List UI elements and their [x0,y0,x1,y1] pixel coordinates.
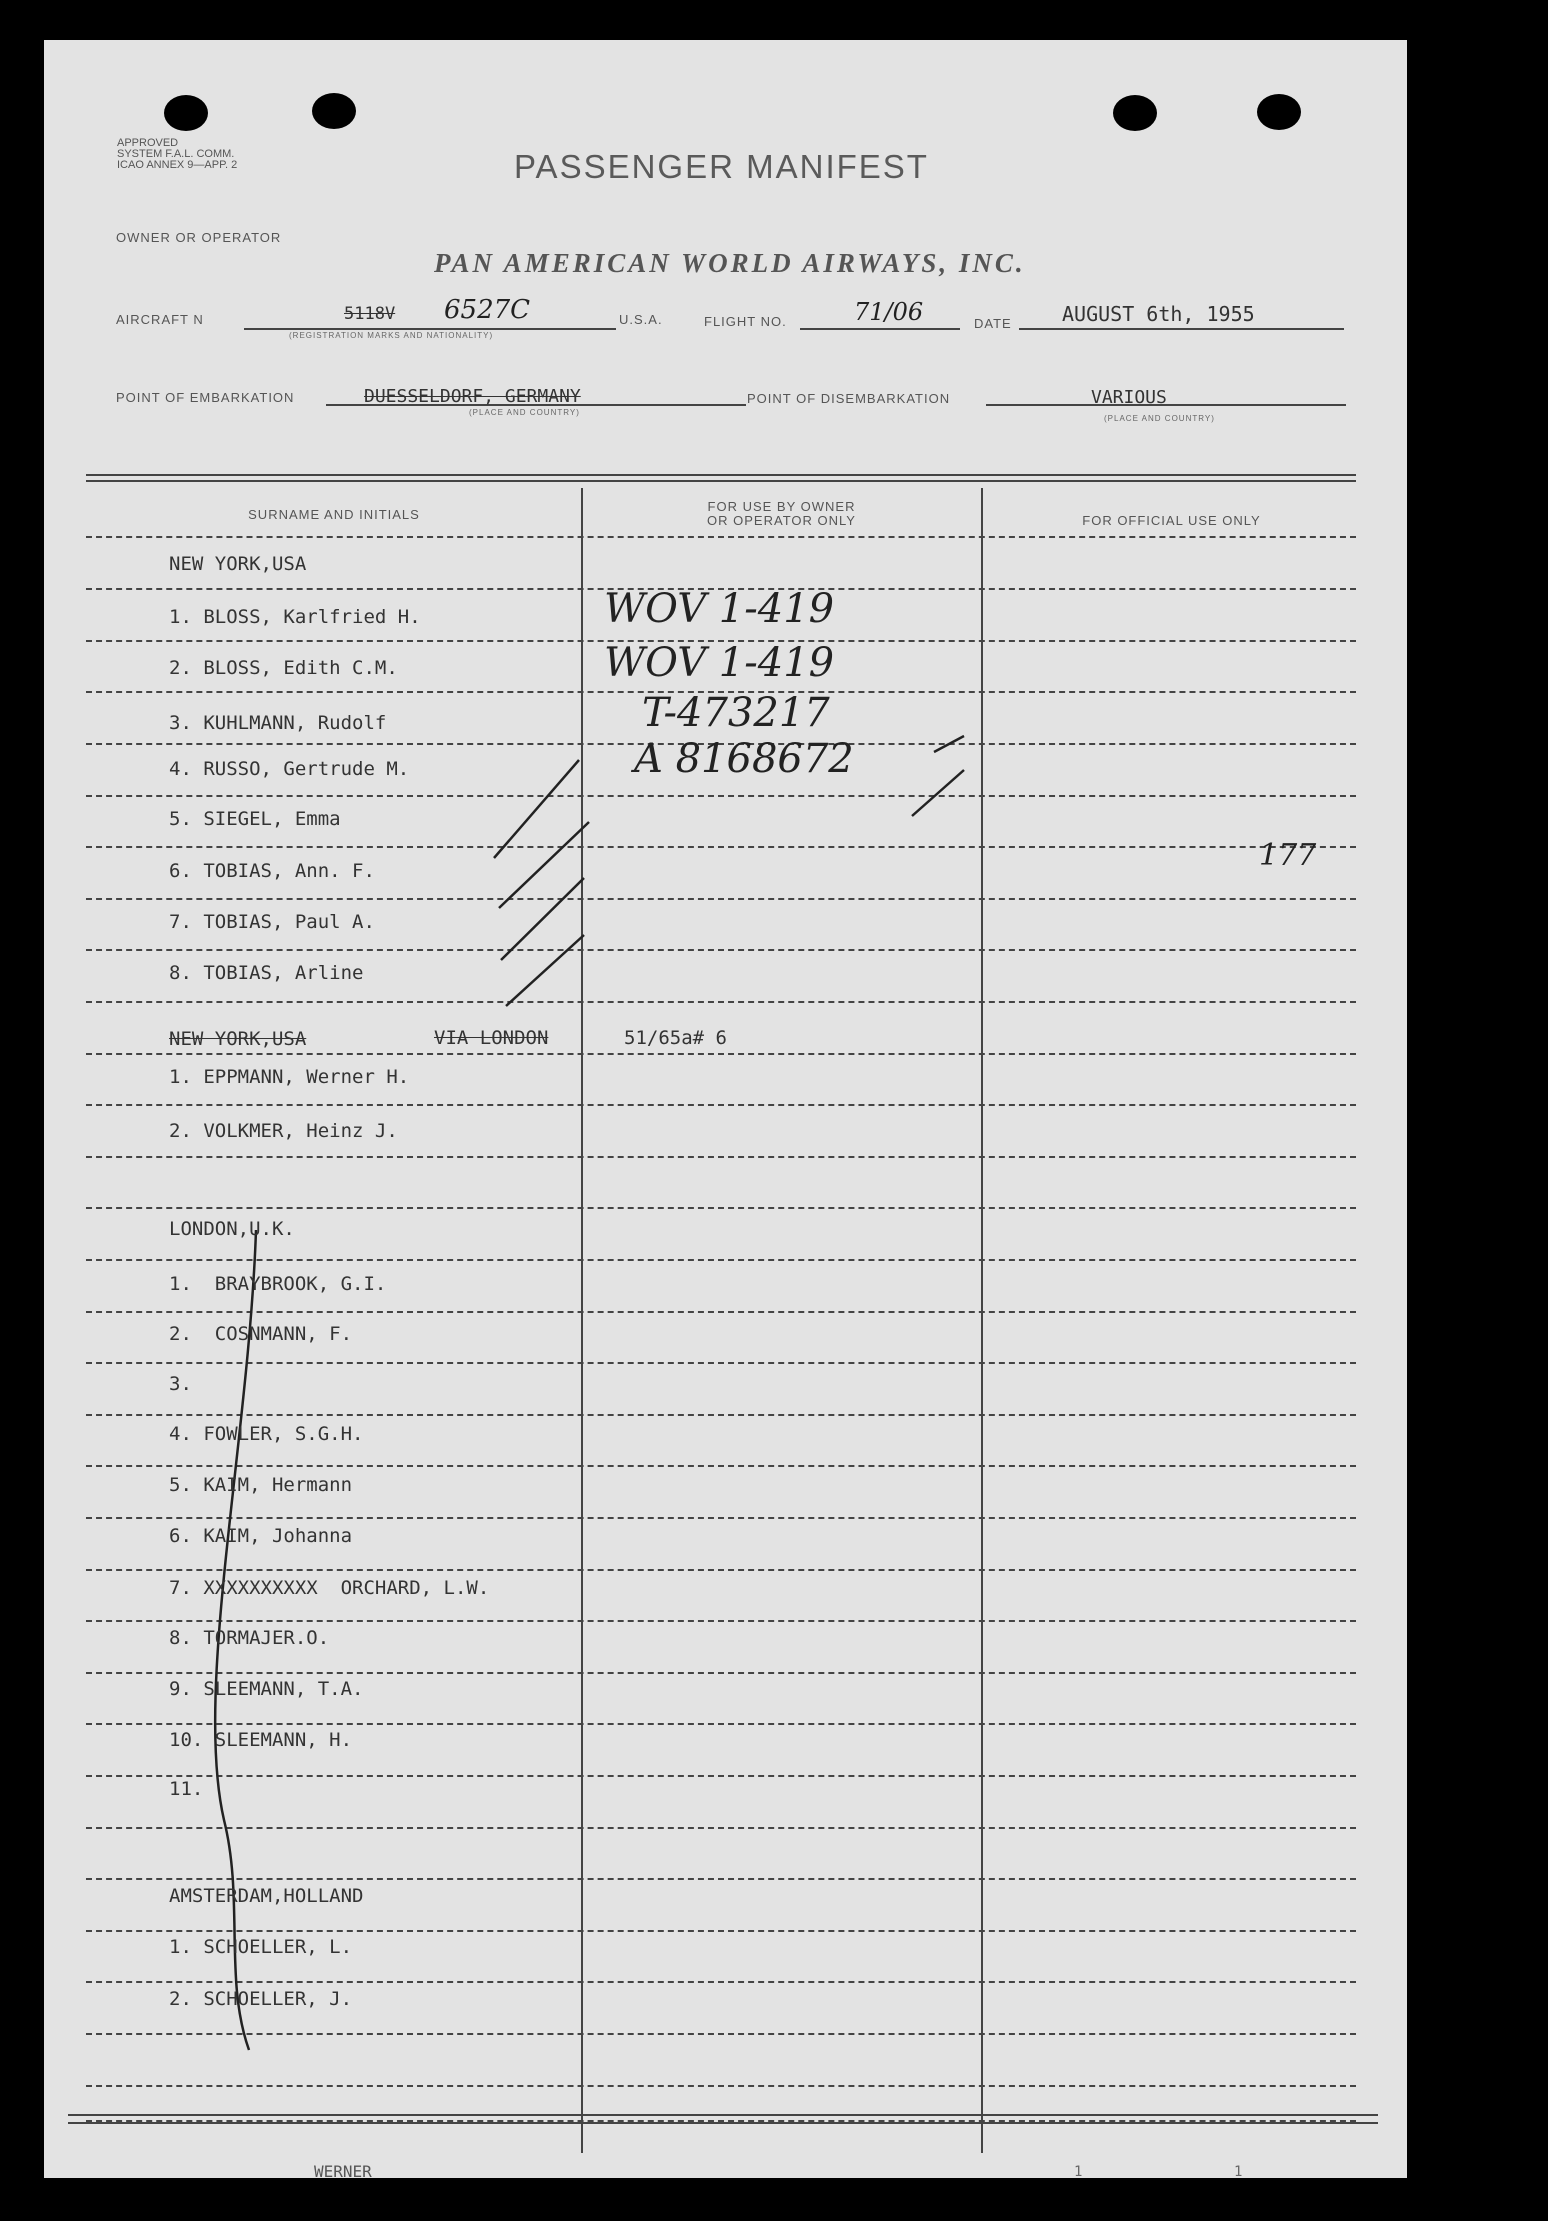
passenger-entry: 8. TOBIAS, Arline [169,962,364,984]
disembark-value: VARIOUS [1091,387,1167,408]
passenger-entry: 7. TOBIAS, Paul A. [169,911,375,933]
passenger-entry: 4. RUSSO, Gertrude M. [169,758,410,780]
passenger-entry: 3. KUHLMANN, Rudolf [169,712,387,734]
handwritten-code: WOV 1-419 [604,640,835,686]
handwritten-code: T-473217 [642,690,830,736]
aircraft-handwritten: 6527C [444,295,531,325]
destination-heading: NEW YORK,USA [169,1028,307,1050]
passenger-entry: 6. KAIM, Johanna [169,1525,353,1547]
passenger-entry: 2. VOLKMER, Heinz J. [169,1120,398,1142]
passenger-entry: 5. SIEGEL, Emma [169,808,341,830]
passenger-entry: 11. [169,1778,204,1800]
aircraft-typed: 5118V [344,304,396,324]
embark-value: DUESSELDORF, GERMANY [364,386,581,407]
passenger-entry: 6. TOBIAS, Ann. F. [169,860,375,882]
passenger-entry: 4. FOWLER, S.G.H. [169,1423,364,1445]
passenger-entry: 8. TORMAJER.O. [169,1627,330,1649]
check-mark [912,770,964,816]
handwritten-official-number: 177 [1259,838,1317,873]
check-mark [934,736,964,752]
column-header-official: FOR OFFICIAL USE ONLY [1082,513,1261,528]
owner-label: OWNER OR OPERATOR [116,230,282,245]
disembark-note: (PLACE AND COUNTRY) [1104,414,1215,423]
embark-label: POINT OF EMBARKATION [116,390,295,405]
check-mark [506,935,584,1006]
passenger-entry: 2. BLOSS, Edith C.M. [169,657,398,679]
passenger-entry: 1. SCHOELLER, L. [169,1936,353,1958]
passenger-entry: 1. BRAYBROOK, G.I. [169,1273,387,1295]
destination-heading: LONDON,U.K. [169,1218,295,1240]
passenger-entry: 5. KAIM, Hermann [169,1474,353,1496]
approval-note: APPROVED SYSTEM F.A.L. COMM. ICAO ANNEX 9—APP. 2 [117,137,238,171]
passenger-entry: 9. SLEEMANN, T.A. [169,1678,364,1700]
destination-heading: NEW YORK,USA [169,553,307,575]
column-header-owner: FOR USE BY OWNER OR OPERATOR ONLY [707,499,856,528]
aircraft-label: AIRCRAFT N [116,312,204,327]
passenger-entry: 2. SCHOELLER, J. [169,1988,353,2010]
passenger-entry: 3. [169,1373,192,1395]
check-marks [44,40,1407,2178]
footer-mark: 1 [1074,2164,1083,2180]
manifest-page [44,40,1407,2181]
nationality: U.S.A. [619,312,663,327]
owner-note: 51/65a# 6 [624,1027,727,1049]
passenger-entry: 7. XXXXXXXXXX ORCHARD, L.W. [169,1577,490,1599]
embark-note: (PLACE AND COUNTRY) [469,408,580,417]
footer-text: WERNER [314,2162,372,2181]
handwritten-code: WOV 1-419 [604,586,835,632]
passenger-entry: 1. BLOSS, Karlfried H. [169,606,421,628]
column-header-surname: SURNAME AND INITIALS [248,507,420,522]
date-value: AUGUST 6th, 1955 [1062,302,1255,326]
flight-value: 71/06 [854,298,924,326]
footer-mark: 1 [1234,2164,1243,2180]
passenger-entry: 1. EPPMANN, Werner H. [169,1066,410,1088]
disembark-label: POINT OF DISEMBARKATION [747,391,951,406]
date-label: DATE [974,316,1012,331]
registration-note: (REGISTRATION MARKS AND NATIONALITY) [289,331,494,340]
via-note: VIA LONDON [434,1027,549,1049]
passenger-entry: 10. SLEEMANN, H. [169,1729,353,1751]
page-title: PASSENGER MANIFEST [514,148,929,185]
passenger-entry: 2. COSNMANN, F. [169,1323,353,1345]
owner-value: PAN AMERICAN WORLD AIRWAYS, INC. [434,248,1026,278]
destination-heading: AMSTERDAM,HOLLAND [169,1885,364,1907]
handwritten-code: A 8168672 [634,736,854,782]
flight-label: FLIGHT NO. [704,314,787,329]
